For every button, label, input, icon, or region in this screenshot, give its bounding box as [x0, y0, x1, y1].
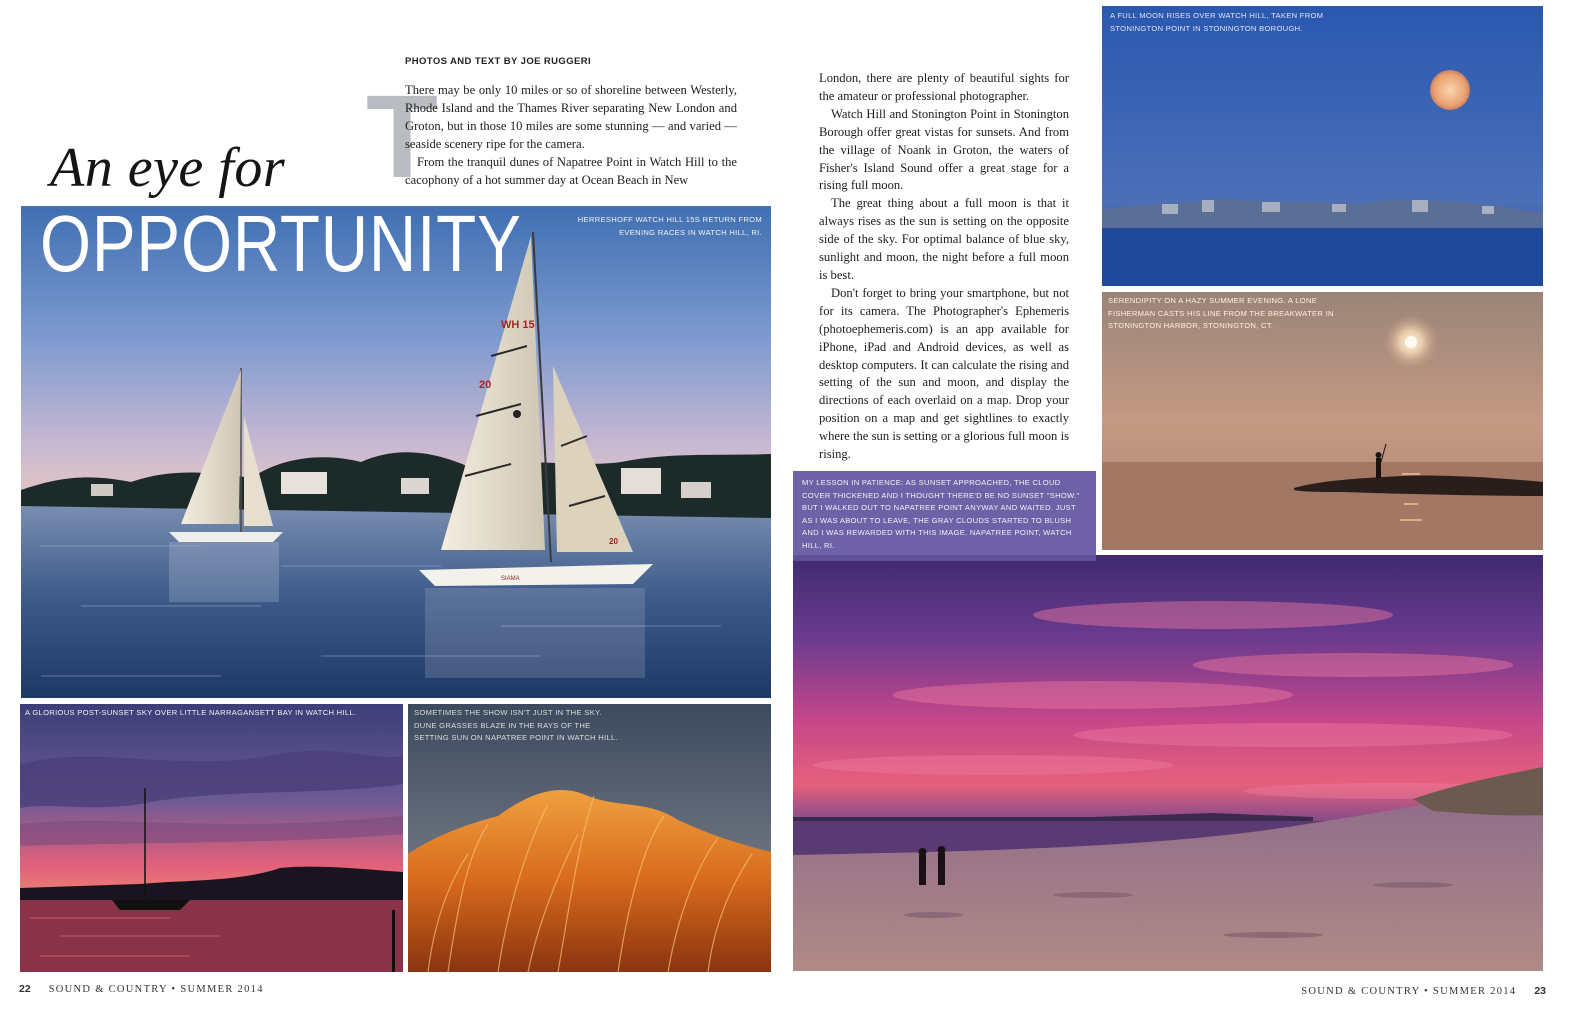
col1-paragraph-2: From the tranquil dunes of Napatree Point in Watch Hill to the cacophony of a hot summer day at Ocean Beach in New [405, 154, 737, 187]
moon [1430, 70, 1470, 110]
photo-fisherman [1102, 292, 1543, 550]
caption-fisherman: SERENDIPITY ON A HAZY SUMMER EVENING. A LONE FISHERMAN CASTS HIS LINE FROM THE BREAKWATER IN STONINGTON HARBOR, STONINGTON, CT. [1108, 296, 1334, 330]
folio-left [19, 983, 264, 995]
photo-full-moon [1102, 6, 1543, 286]
headline-script: An eye for [50, 137, 286, 199]
body-column-2 [819, 70, 1069, 464]
caption-sailboats: HERRESHOFF WATCH HILL 15S RETURN FROM EVENING RACES IN WATCH HILL, RI. [577, 215, 762, 237]
col2-paragraph-1: London, there are plenty of beautiful sights for the amateur or professional photographer. [819, 71, 1069, 103]
headline-caps: OPPORTUNITY [40, 199, 522, 288]
body-column-1 [405, 82, 737, 189]
col2-paragraph-4: Don't forget to bring your smartphone, but not for its camera. The Photographer's Ephemeris (photoephemeris.com) is an app available for iPhone, iPad and Android devices, as well as desktop computers. It can calculate the rising and setting of the sun and moon, and display the directions of each overlaid on a map. Drop your position on a map and get sightlines to exactly where the sun is setting or a glorious full moon is rising. [819, 285, 1069, 462]
sail-number: WH 15 [501, 319, 535, 331]
caption-full-moon: A FULL MOON RISES OVER WATCH HILL, TAKEN FROM STONINGTON POINT IN STONINGTON BOROUGH. [1110, 11, 1324, 33]
folio-right-text: SOUND & COUNTRY • SUMMER 2014 [1301, 986, 1517, 997]
sail-number-2: 20 [479, 379, 492, 391]
caption-napatree-sunset: MY LESSON IN PATIENCE: AS SUNSET APPROACHED, THE CLOUD COVER THICKENED AND I THOUGHT THERE'D BE NO SUNSET "SHOW." BUT I WALKED OUT TO NAPATREE POINT ANYWAY AND WAITED. JUST AS I WAS ABOUT TO LEAVE, THE GRAY CLOUDS STARTED TO BLUSH AND I WAS REWARDED WITH THIS IMAGE. NAPATREE POINT, WATCH HILL, RI. [793, 471, 1096, 561]
hull-name: SIAMA [501, 576, 520, 582]
sun [1405, 336, 1417, 348]
photo-napatree-sunset [793, 478, 1543, 971]
drop-cap: T [366, 71, 439, 203]
photo-dune-grass [408, 704, 771, 972]
page-number-left: 22 [19, 983, 31, 995]
folio-left-text: SOUND & COUNTRY • SUMMER 2014 [48, 984, 264, 995]
svg-text:20: 20 [609, 537, 618, 546]
col1-paragraph-1: There may be only 10 miles or so of shoreline between Westerly, Rhode Island and the Thames River separating New London and Groton, but in those 10 miles are some stunning — and varied — seaside scenery ripe for the camera. [405, 83, 737, 151]
napatree-sunset-illustration [793, 555, 1543, 971]
shore-house [281, 472, 327, 494]
caption-sunset-bay: A GLORIOUS POST-SUNSET SKY OVER LITTLE NARRAGANSETT BAY IN WATCH HILL. [25, 708, 357, 717]
caption-dune-grass: SOMETIMES THE SHOW ISN'T JUST IN THE SKY. DUNE GRASSES BLAZE IN THE RAYS OF THE SETTING SUN ON NAPATREE POINT IN WATCH HILL. [414, 708, 618, 742]
col2-paragraph-2: Watch Hill and Stonington Point in Stonington Borough offer great vistas for sunsets. And from the village of Noank in Groton, the waters of Fisher's Island Sound offer a great stage for a rising full moon. [819, 106, 1069, 193]
col2-paragraph-3: The great thing about a full moon is that it always rises as the sun is setting on the opposite side of the sky. For optimal balance of blue sky, sunlight and moon, the night before a full moon is best. [819, 196, 1069, 282]
byline: PHOTOS AND TEXT BY JOE RUGGERI [405, 56, 592, 67]
page-number-right: 23 [1534, 985, 1546, 997]
folio-right [1301, 985, 1546, 997]
sunset-bay-illustration [20, 704, 403, 972]
photo-sunset-bay [20, 704, 403, 972]
full-moon-illustration [1102, 6, 1543, 286]
